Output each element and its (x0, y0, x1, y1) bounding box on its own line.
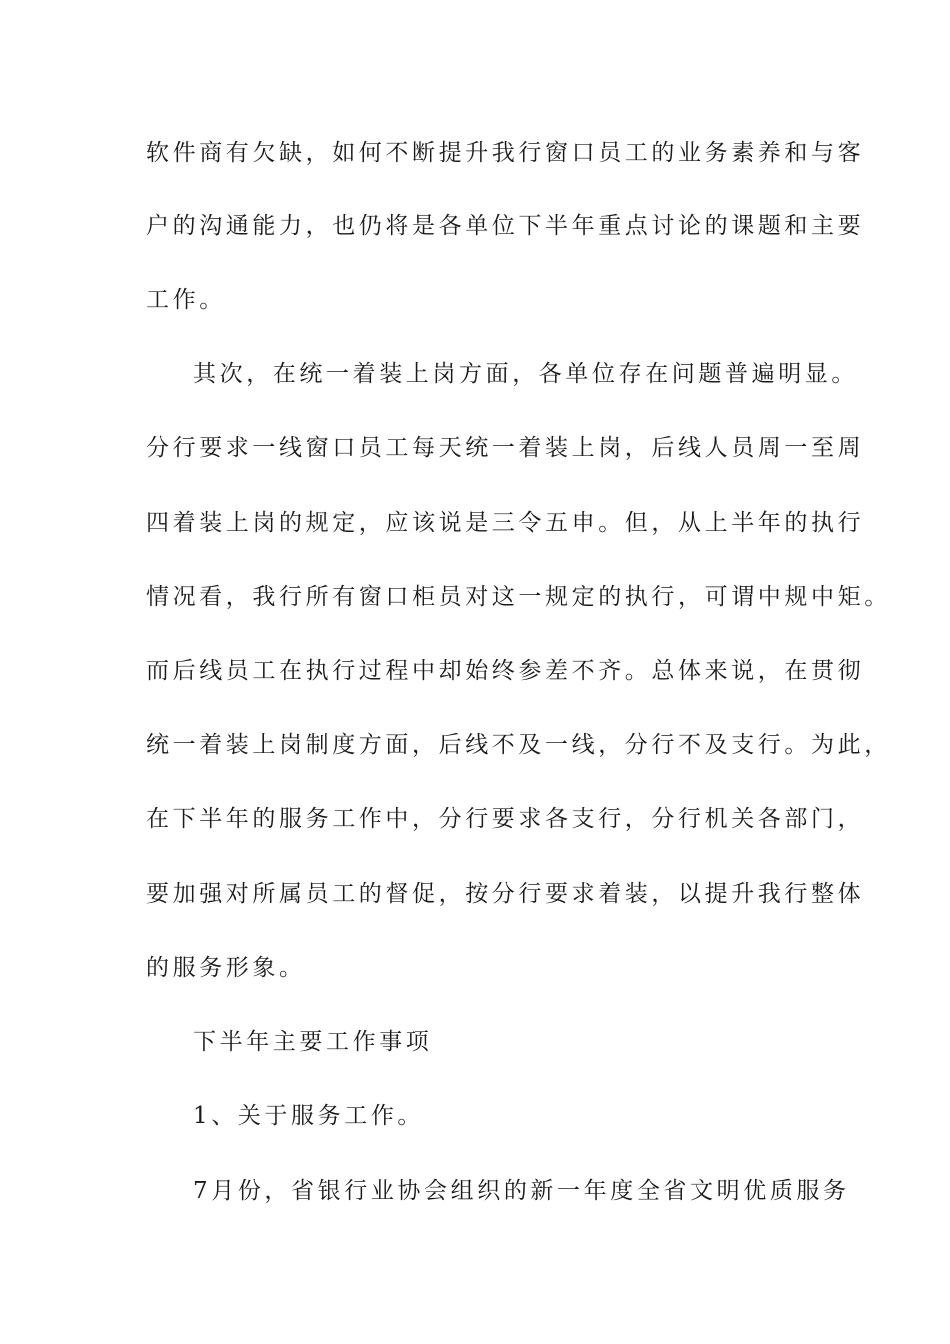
section-heading: 下半年主要工作事项 (193, 1029, 433, 1055)
text-line: 而后线员工在执行过程中却始终参差不齐。总体来说，在贯彻 (146, 658, 865, 684)
text-line: 分行要求一线窗口员工每天统一着装上岗，后线人员周一至周 (146, 435, 865, 461)
text-line: 在下半年的服务工作中，分行要求各支行，分行机关各部门， (146, 806, 865, 832)
text-line: 户的沟通能力，也仍将是各单位下半年重点讨论的课题和主要 (146, 213, 865, 239)
text-line: 统一着装上岗制度方面，后线不及一线，分行不及支行。为此， (146, 732, 891, 758)
text-line: 工作。 (146, 287, 226, 313)
text-line: 要加强对所属员工的督促，按分行要求着装，以提升我行整体 (146, 881, 865, 907)
text-line: 的服务形象。 (146, 955, 306, 981)
text-line: 四着装上岗的规定，应该说是三令五申。但，从上半年的执行 (146, 510, 865, 536)
paragraph-first-line: 其次，在统一着装上岗方面，各单位存在问题普遍明显。 (193, 361, 858, 387)
text-line: 软件商有欠缺，如何不断提升我行窗口员工的业务素养和与客 (146, 140, 865, 166)
paragraph-first-line: 7月份，省银行业协会组织的新一年度全省文明优质服务 (193, 1178, 850, 1204)
item-heading: 1、关于服务工作。 (193, 1103, 425, 1129)
text-line: 情况看，我行所有窗口柜员对这一规定的执行，可谓中规中矩。 (146, 584, 891, 610)
